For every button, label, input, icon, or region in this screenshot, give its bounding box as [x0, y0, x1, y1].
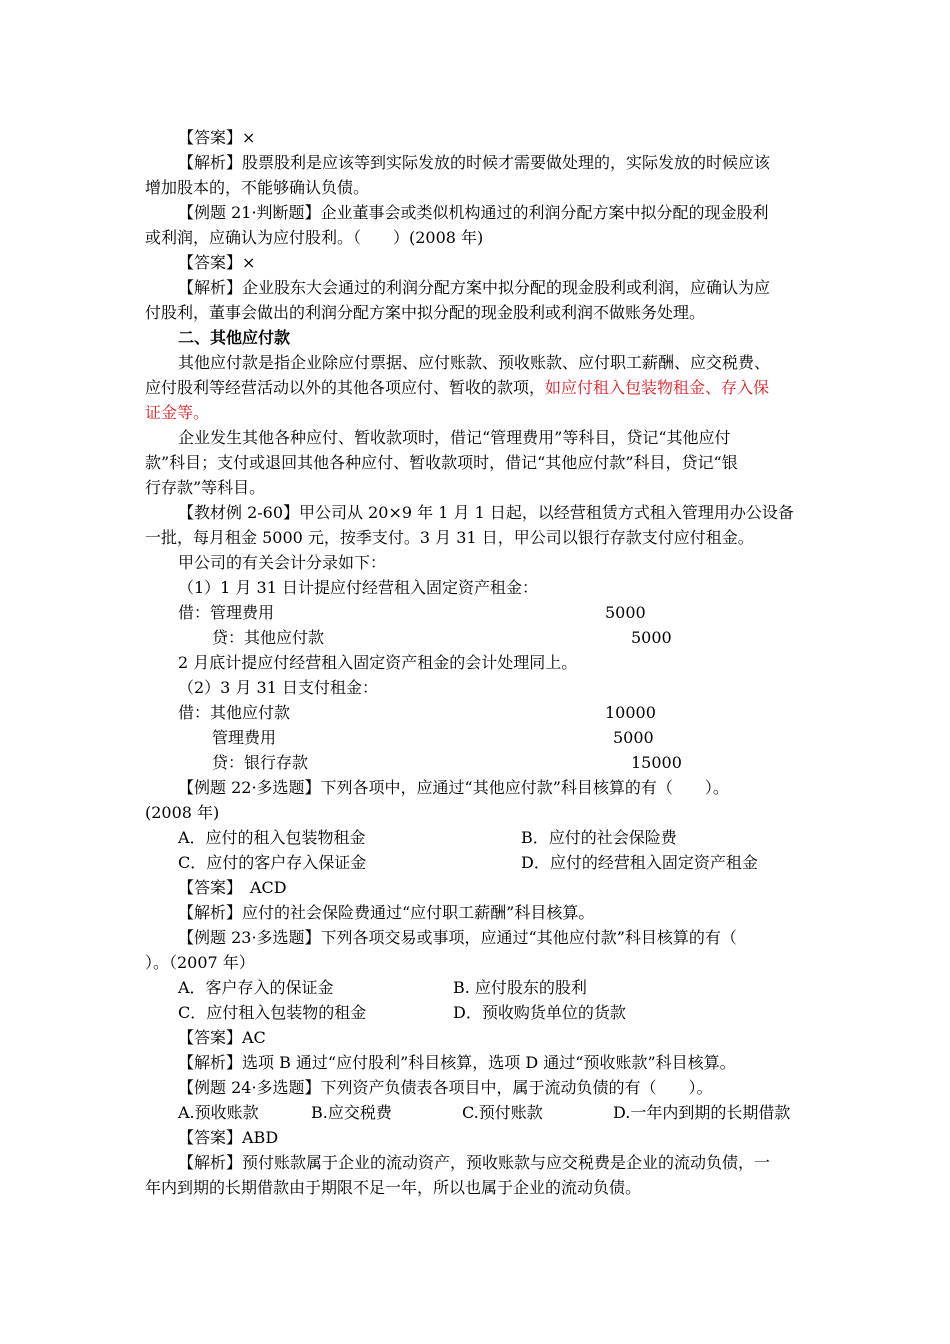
option-d: D．预收购货单位的货款 [453, 1003, 626, 1022]
option-a: A．应付的租入包装物租金 [178, 828, 366, 847]
answer-label: 【答案】 ACD [178, 878, 287, 897]
journal-credit: 贷：其他应付款 [212, 628, 325, 647]
question-23-stem: ）。（2007 年） [145, 953, 255, 972]
step-heading: （2）3 月 31 日支付租金： [178, 678, 378, 697]
analysis-text: 增加股本的，不能够确认负债。 [145, 178, 370, 197]
body-paragraph: 甲公司的有关会计分录如下： [178, 553, 387, 572]
highlighted-text: 证金等。 [145, 403, 210, 422]
option-b: B. 应付股东的股利 [453, 978, 587, 997]
analysis-text: 【解析】应付的社会保险费通过“应付职工薪酬”科目核算。 [178, 903, 595, 922]
question-23-stem: 【例题 23·多选题】下列各项交易或事项，应通过“其他应付款”科目核算的有（ [178, 928, 737, 947]
question-22-stem: (2008 年) [145, 803, 220, 822]
option-c: C．应付的客户存入保证金 [178, 853, 367, 872]
analysis-text: 付股利，董事会做出的利润分配方案中拟分配的现金股利或利润不做账务处理。 [145, 303, 706, 322]
journal-amount: 5000 [605, 603, 646, 622]
body-paragraph: 2 月底计提应付经营租入固定资产租金的会计处理同上。 [178, 653, 578, 672]
body-text: 应付股利等经营活动以外的其他各项应付、暂收的款项， [145, 378, 546, 397]
journal-amount: 5000 [613, 728, 654, 747]
journal-amount: 5000 [631, 628, 672, 647]
question-24-stem: 【例题 24·多选题】下列资产负债表各项目中，属于流动负债的有（ ）。 [178, 1078, 713, 1097]
body-paragraph: 款”科目；支付或退回其他各种应付、暂收款项时，借记“其他应付款”科目，贷记“银 [145, 453, 738, 472]
journal-credit: 贷：银行存款 [212, 753, 309, 772]
option-c: C.预付账款 [462, 1103, 543, 1122]
option-a: A.预收账款 [178, 1103, 259, 1122]
option-b: B.应交税费 [311, 1103, 392, 1122]
journal-debit: 管理费用 [212, 728, 277, 747]
textbook-example: 【教材例 2-60】甲公司从 20×9 年 1 月 1 日起，以经营租赁方式租入管理用办公设备 [178, 503, 794, 522]
analysis-text: 【解析】企业股东大会通过的利润分配方案中拟分配的现金股利或利润，应确认为应 [178, 278, 771, 297]
answer-label: 【答案】× [178, 253, 256, 272]
question-21-stem: 【例题 21·判断题】企业董事会或类似机构通过的利润分配方案中拟分配的现金股利 [178, 203, 769, 222]
analysis-text: 【解析】股票股利是应该等到实际发放的时候才需要做处理的，实际发放的时候应该 [178, 153, 771, 172]
question-22-stem: 【例题 22·多选题】下列各项中，应通过“其他应付款”科目核算的有（ ）。 [178, 778, 729, 797]
option-d: D.一年内到期的长期借款 [613, 1103, 791, 1122]
option-a: A．客户存入的保证金 [178, 978, 334, 997]
step-heading: （1）1 月 31 日计提应付经营租入固定资产租金： [178, 578, 538, 597]
section-heading: 二、其他应付款 [178, 328, 291, 347]
option-b: B．应付的社会保险费 [521, 828, 677, 847]
textbook-example: 一批，每月租金 5000 元，按季支付。3 月 31 日，甲公司以银行存款支付应付租金。 [145, 528, 754, 547]
answer-label: 【答案】AC [178, 1028, 266, 1047]
body-paragraph: 行存款”等科目。 [145, 478, 266, 497]
body-paragraph [145, 378, 769, 398]
answer-label: 【答案】× [178, 128, 256, 147]
option-d: D．应付的经营租入固定资产租金 [521, 853, 758, 872]
journal-amount: 15000 [631, 753, 682, 772]
analysis-text: 【解析】预付账款属于企业的流动资产，预收账款与应交税费是企业的流动负债，一 [178, 1153, 771, 1172]
body-paragraph: 其他应付款是指企业除应付票据、应付账款、预收账款、应付职工薪酬、应交税费、 [178, 353, 771, 372]
journal-amount: 10000 [605, 703, 656, 722]
body-paragraph: 企业发生其他各种应付、暂收款项时，借记“管理费用”等科目，贷记“其他应付 [178, 428, 731, 447]
analysis-text: 年内到期的长期借款由于期限不足一年，所以也属于企业的流动负债。 [145, 1178, 642, 1197]
answer-label: 【答案】ABD [178, 1128, 279, 1147]
journal-debit: 借：其他应付款 [178, 703, 291, 722]
journal-debit: 借：管理费用 [178, 603, 275, 622]
option-c: C．应付租入包装物的租金 [178, 1003, 367, 1022]
highlighted-text: 如应付租入包装物租金、存入保 [545, 378, 770, 397]
question-21-stem: 或利润，应确认为应付股利。（ ）(2008 年) [145, 228, 484, 247]
analysis-text: 【解析】选项 B 通过“应付股利”科目核算，选项 D 通过“预收账款”科目核算。 [178, 1053, 736, 1072]
